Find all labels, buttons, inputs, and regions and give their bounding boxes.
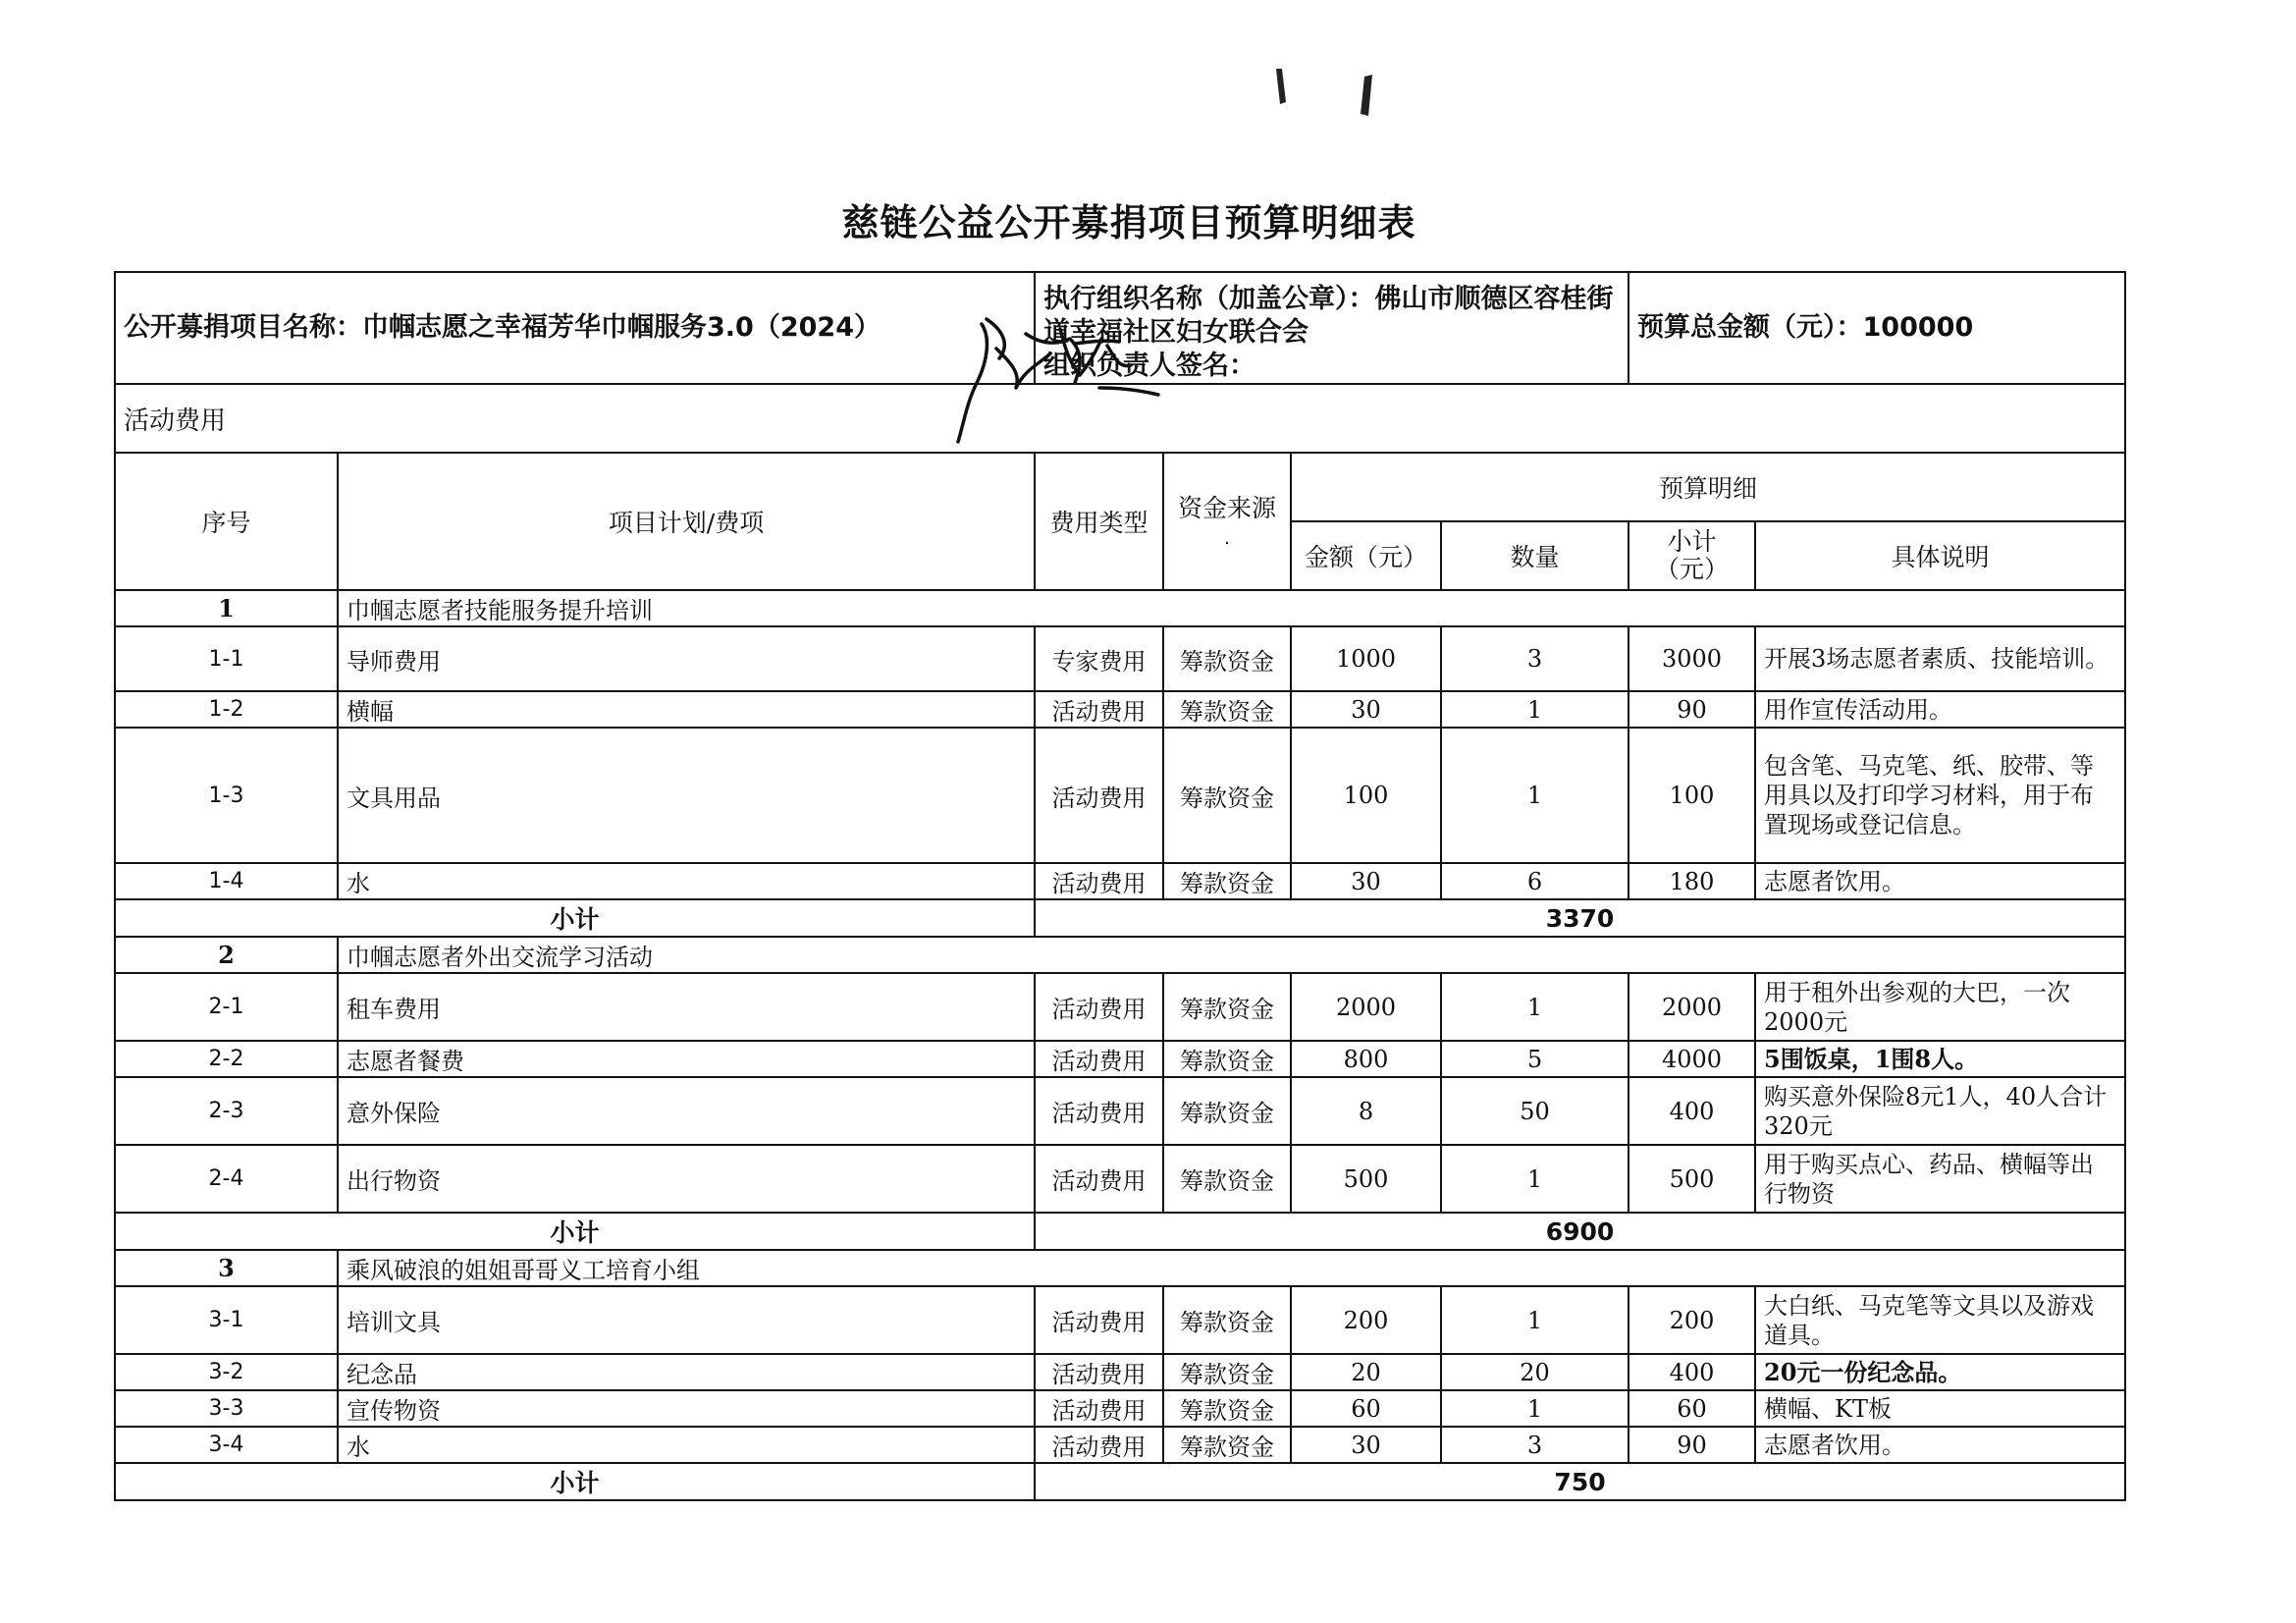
row-item: 文具用品 (338, 728, 1035, 863)
row-fund-source: 筹款资金 (1163, 1077, 1291, 1145)
row-amount: 800 (1291, 1041, 1441, 1077)
row-description: 志愿者饮用。 (1755, 1427, 2125, 1463)
table-row (115, 1041, 2125, 1077)
row-subtotal: 90 (1629, 691, 1755, 728)
row-description: 用于租外出参观的大巴，一次2000元 (1755, 973, 2125, 1041)
row-amount: 8 (1291, 1077, 1441, 1145)
row-fund-source: 筹款资金 (1163, 626, 1291, 691)
row-cost-type: 专家费用 (1035, 626, 1163, 691)
total-budget-label: 预算总金额（元）： (1637, 312, 1863, 343)
row-seq: 2-4 (115, 1145, 338, 1213)
org-name-value: 佛山市顺德区容桂街道幸福社区妇女联合会 (1043, 284, 1614, 348)
budget-table (114, 271, 2126, 1501)
table-row (115, 626, 2125, 691)
row-seq: 1-2 (115, 691, 338, 728)
row-subtotal: 500 (1629, 1145, 1755, 1213)
group-row (115, 1250, 2125, 1286)
row-quantity: 50 (1441, 1077, 1629, 1145)
document-title: 慈链公益公开募捐项目预算明细表 (841, 201, 1416, 244)
subtotal-row (115, 899, 2125, 937)
row-amount: 30 (1291, 863, 1441, 899)
col-cost-type-header: 费用类型 (1035, 453, 1163, 590)
section-label-row (115, 384, 2125, 453)
row-fund-source: 筹款资金 (1163, 691, 1291, 728)
group-row (115, 590, 2125, 626)
row-quantity: 6 (1441, 863, 1629, 899)
row-seq: 2-3 (115, 1077, 338, 1145)
row-quantity: 3 (1441, 1427, 1629, 1463)
col-fund-source-label: 资金来源 (1178, 494, 1277, 522)
row-quantity: 5 (1441, 1041, 1629, 1077)
row-fund-source: 筹款资金 (1163, 728, 1291, 863)
subtotal-value: 3370 (1035, 899, 2125, 937)
row-cost-type: 活动费用 (1035, 863, 1163, 899)
row-fund-source: 筹款资金 (1163, 1286, 1291, 1354)
table-row (115, 863, 2125, 899)
subtotal-value: 750 (1035, 1463, 2125, 1500)
row-cost-type: 活动费用 (1035, 1390, 1163, 1427)
row-item: 志愿者餐费 (338, 1041, 1035, 1077)
table-row (115, 1077, 2125, 1145)
col-fund-source-header (1163, 453, 1291, 590)
row-amount: 200 (1291, 1286, 1441, 1354)
subtotal-row (115, 1463, 2125, 1500)
row-fund-source: 筹款资金 (1163, 1145, 1291, 1213)
row-item: 意外保险 (338, 1077, 1035, 1145)
row-subtotal: 2000 (1629, 973, 1755, 1041)
row-amount: 1000 (1291, 626, 1441, 691)
row-fund-source: 筹款资金 (1163, 1041, 1291, 1077)
subtotal-row (115, 1213, 2125, 1250)
group-row (115, 937, 2125, 973)
total-budget-value: 100000 (1862, 312, 1974, 343)
group-seq: 2 (115, 937, 338, 973)
row-fund-source: 筹款资金 (1163, 1427, 1291, 1463)
scan-specks (1276, 69, 1372, 116)
col-quantity-header: 数量 (1441, 521, 1629, 590)
row-amount: 60 (1291, 1390, 1441, 1427)
row-fund-source: 筹款资金 (1163, 863, 1291, 899)
row-description: 开展3场志愿者素质、技能培训。 (1755, 626, 2125, 691)
table-row (115, 1427, 2125, 1463)
row-seq: 3-2 (115, 1354, 338, 1390)
group-name: 巾帼志愿者技能服务提升培训 (338, 590, 2125, 626)
row-amount: 100 (1291, 728, 1441, 863)
section-label: 活动费用 (115, 384, 2125, 453)
row-seq: 3-3 (115, 1390, 338, 1427)
row-cost-type: 活动费用 (1035, 973, 1163, 1041)
row-quantity: 1 (1441, 1145, 1629, 1213)
row-seq: 3-1 (115, 1286, 338, 1354)
subtotal-value: 6900 (1035, 1213, 2125, 1250)
row-quantity: 1 (1441, 1390, 1629, 1427)
project-name-cell (115, 272, 1035, 384)
row-item: 纪念品 (338, 1354, 1035, 1390)
col-fund-source-mark: . (1224, 528, 1230, 549)
row-item: 培训文具 (338, 1286, 1035, 1354)
row-description: 20元一份纪念品。 (1755, 1354, 2125, 1390)
project-info-row (115, 272, 2125, 384)
col-budget-detail-header: 预算明细 (1291, 453, 2125, 521)
row-quantity: 3 (1441, 626, 1629, 691)
row-subtotal: 90 (1629, 1427, 1755, 1463)
table-row (115, 728, 2125, 863)
row-amount: 2000 (1291, 973, 1441, 1041)
col-description-header: 具体说明 (1755, 521, 2125, 590)
org-name-label: 执行组织名称（加盖公章）： (1043, 284, 1375, 314)
row-subtotal: 180 (1629, 863, 1755, 899)
total-budget-cell (1629, 272, 2125, 384)
table-row (115, 1145, 2125, 1213)
row-quantity: 1 (1441, 1286, 1629, 1354)
subtotal-label: 小计 (115, 899, 1035, 937)
table-row (115, 1354, 2125, 1390)
row-cost-type: 活动费用 (1035, 691, 1163, 728)
row-cost-type: 活动费用 (1035, 1354, 1163, 1390)
group-seq: 1 (115, 590, 338, 626)
col-seq-header: 序号 (115, 453, 338, 590)
row-subtotal: 200 (1629, 1286, 1755, 1354)
row-amount: 500 (1291, 1145, 1441, 1213)
row-seq: 2-1 (115, 973, 338, 1041)
row-description: 大白纸、马克笔等文具以及游戏道具。 (1755, 1286, 2125, 1354)
row-description: 购买意外保险8元1人，40人合计320元 (1755, 1077, 2125, 1145)
table-row (115, 691, 2125, 728)
row-description: 用作宣传活动用。 (1755, 691, 2125, 728)
row-item: 宣传物资 (338, 1390, 1035, 1427)
row-quantity: 1 (1441, 691, 1629, 728)
row-subtotal: 100 (1629, 728, 1755, 863)
row-cost-type: 活动费用 (1035, 1145, 1163, 1213)
group-seq: 3 (115, 1250, 338, 1286)
table-row (115, 973, 2125, 1041)
col-amount-header: 金额（元） (1291, 521, 1441, 590)
col-subtotal-line2: （元） (1655, 555, 1730, 583)
row-subtotal: 400 (1629, 1077, 1755, 1145)
row-amount: 30 (1291, 1427, 1441, 1463)
table-row (115, 1390, 2125, 1427)
row-amount: 30 (1291, 691, 1441, 728)
row-item: 横幅 (338, 691, 1035, 728)
row-description: 横幅、KT板 (1755, 1390, 2125, 1427)
row-cost-type: 活动费用 (1035, 1041, 1163, 1077)
row-cost-type: 活动费用 (1035, 1286, 1163, 1354)
row-seq: 1-1 (115, 626, 338, 691)
row-cost-type: 活动费用 (1035, 1427, 1163, 1463)
column-header-row-1 (115, 453, 2125, 521)
row-item: 租车费用 (338, 973, 1035, 1041)
row-item: 水 (338, 863, 1035, 899)
row-amount: 20 (1291, 1354, 1441, 1390)
row-description: 5围饭桌，1围8人。 (1755, 1041, 2125, 1077)
group-name: 乘风破浪的姐姐哥哥义工培育小组 (338, 1250, 2125, 1286)
row-item: 出行物资 (338, 1145, 1035, 1213)
row-seq: 1-3 (115, 728, 338, 863)
project-name-label: 公开募捐项目名称： (124, 312, 362, 343)
row-subtotal: 400 (1629, 1354, 1755, 1390)
row-description: 包含笔、马克笔、纸、胶带、等用具以及打印学习材料，用于布置现场或登记信息。 (1755, 728, 2125, 863)
row-subtotal: 60 (1629, 1390, 1755, 1427)
row-seq: 2-2 (115, 1041, 338, 1077)
row-fund-source: 筹款资金 (1163, 973, 1291, 1041)
group-name: 巾帼志愿者外出交流学习活动 (338, 937, 2125, 973)
row-quantity: 20 (1441, 1354, 1629, 1390)
row-cost-type: 活动费用 (1035, 728, 1163, 863)
row-quantity: 1 (1441, 728, 1629, 863)
row-description: 用于购买点心、药品、横幅等出行物资 (1755, 1145, 2125, 1213)
subtotal-label: 小计 (115, 1213, 1035, 1250)
table-row (115, 1286, 2125, 1354)
col-subtotal-header (1629, 521, 1755, 590)
row-description: 志愿者饮用。 (1755, 863, 2125, 899)
row-cost-type: 活动费用 (1035, 1077, 1163, 1145)
subtotal-label: 小计 (115, 1463, 1035, 1500)
org-cell (1035, 272, 1629, 384)
row-item: 水 (338, 1427, 1035, 1463)
col-subtotal-line1: 小计 (1667, 527, 1717, 556)
row-fund-source: 筹款资金 (1163, 1390, 1291, 1427)
row-subtotal: 3000 (1629, 626, 1755, 691)
row-seq: 1-4 (115, 863, 338, 899)
row-fund-source: 筹款资金 (1163, 1354, 1291, 1390)
row-seq: 3-4 (115, 1427, 338, 1463)
project-name-value: 巾帼志愿之幸福芳华巾帼服务3.0（2024） (362, 312, 881, 343)
row-subtotal: 4000 (1629, 1041, 1755, 1077)
leader-signature-label: 组织负责人签名： (1043, 351, 1256, 381)
col-item-header: 项目计划/费项 (338, 453, 1035, 590)
row-quantity: 1 (1441, 973, 1629, 1041)
row-item: 导师费用 (338, 626, 1035, 691)
